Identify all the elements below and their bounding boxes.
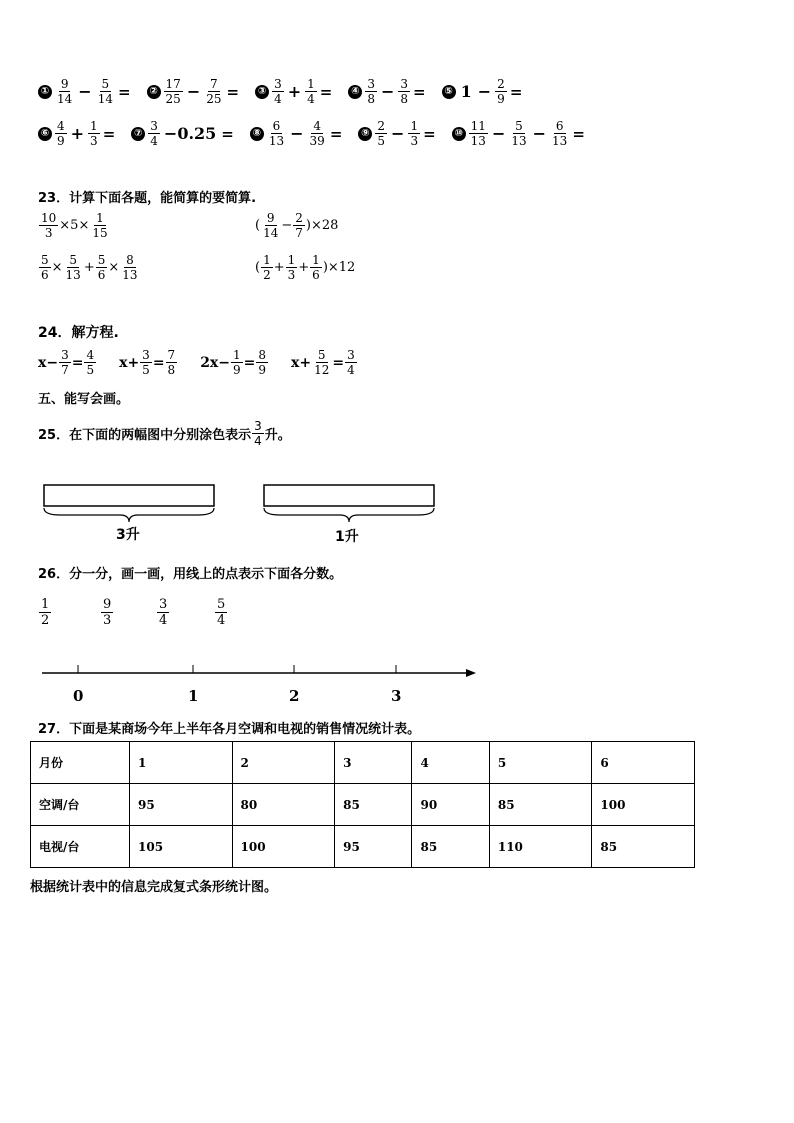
operator: + — [70, 124, 85, 143]
item-number-icon: ④ — [348, 85, 362, 99]
fraction — [59, 349, 71, 376]
fraction — [286, 254, 298, 281]
table-cell: 80 — [232, 784, 335, 826]
q23-title: 23．计算下面各题，能简算的要简算. — [38, 191, 257, 206]
table-cell: 100 — [232, 826, 335, 868]
fraction — [261, 212, 280, 239]
table-cell: 105 — [130, 826, 233, 868]
calc-item — [348, 78, 435, 105]
calc-item — [358, 120, 445, 147]
denominator: 8 — [367, 92, 375, 106]
fraction — [88, 120, 100, 147]
item-number-icon: ⑨ — [358, 127, 372, 141]
q24-equations — [38, 349, 380, 376]
table-cell: 85 — [489, 784, 592, 826]
q25-frac-den: 4 — [254, 434, 262, 448]
item-number-icon: ⑩ — [452, 127, 466, 141]
operator: × — [108, 260, 120, 275]
denominator: 9 — [258, 363, 267, 377]
operator: − — [532, 124, 547, 143]
table-cell: 85 — [335, 784, 412, 826]
numerator: 10 — [41, 211, 57, 225]
table-cell: 95 — [335, 826, 412, 868]
q26-fractions — [38, 598, 278, 642]
calc-item — [250, 120, 353, 147]
fraction — [469, 120, 488, 147]
denominator: 13 — [268, 134, 285, 148]
table-row — [31, 826, 695, 868]
numerator: 5 — [515, 119, 523, 133]
equation-text: = — [243, 354, 256, 371]
q23-expr-1 — [38, 212, 111, 239]
table-cell: 95 — [130, 784, 233, 826]
fraction — [261, 254, 273, 281]
fraction — [96, 254, 108, 281]
fraction — [267, 120, 286, 147]
denominator: 3 — [103, 613, 112, 628]
denominator: 13 — [511, 134, 527, 148]
operator: ( — [255, 218, 261, 233]
calc-item — [38, 120, 125, 147]
denominator: 6 — [97, 268, 106, 282]
operator: ( — [255, 260, 261, 275]
table-row — [31, 784, 695, 826]
denominator: 2 — [263, 268, 271, 282]
numerator: 1 — [410, 119, 419, 133]
q25-frac-num: 3 — [254, 419, 262, 433]
denominator: 13 — [122, 268, 138, 282]
numerator: 4 — [86, 348, 95, 362]
row-header-cell: 电视/台 — [31, 826, 130, 868]
numerator: 3 — [159, 597, 168, 612]
brace-2 — [264, 508, 434, 522]
denominator: 5 — [142, 363, 150, 377]
q26-fraction — [39, 598, 51, 627]
numerator: 5 — [97, 253, 106, 267]
numerator: 1 — [96, 211, 104, 225]
numerator: 5 — [41, 253, 49, 267]
fraction — [272, 78, 284, 105]
denominator: 6 — [41, 268, 49, 282]
denominator: 3 — [287, 268, 296, 282]
numerator: 3 — [142, 348, 150, 362]
equation-text: x+ — [291, 354, 312, 371]
table-cell: 85 — [592, 826, 695, 868]
equation-text: x+ — [119, 354, 140, 371]
q25-fraction — [252, 420, 264, 447]
numerator: 9 — [266, 211, 275, 225]
row-header-cell: 空调/台 — [31, 784, 130, 826]
fraction — [39, 212, 58, 239]
operator: )×28 — [305, 218, 339, 233]
fraction — [375, 120, 387, 147]
operator: − — [391, 124, 405, 143]
calc-row-2 — [38, 120, 601, 147]
denominator: 3 — [410, 134, 419, 148]
fraction — [305, 78, 317, 105]
operator: × — [51, 260, 63, 275]
tick-label-0: 0 — [73, 687, 84, 705]
fraction — [55, 78, 74, 105]
equation-text: x− — [38, 354, 59, 371]
fraction — [148, 120, 160, 147]
numerator: 5 — [217, 597, 226, 612]
equals-sign: = — [423, 124, 436, 143]
denominator: 9 — [233, 363, 241, 377]
number-line[interactable] — [0, 655, 794, 685]
item-number-icon: ⑦ — [131, 127, 145, 141]
denominator: 14 — [57, 92, 73, 106]
denominator: 4 — [274, 92, 282, 106]
operator: − — [281, 218, 293, 233]
numerator: 5 — [317, 348, 326, 362]
numerator: 3 — [367, 77, 375, 91]
fraction — [39, 254, 51, 281]
numerator: 1 — [307, 77, 315, 91]
denominator: 13 — [470, 134, 486, 148]
fraction — [96, 78, 115, 105]
numerator: 3 — [347, 348, 355, 362]
section-5-title: 五、能写会画。 — [38, 392, 130, 407]
denominator: 6 — [312, 268, 320, 282]
denominator: 14 — [263, 226, 279, 240]
operator: − — [477, 82, 492, 101]
denominator: 14 — [97, 92, 113, 106]
fraction — [231, 349, 243, 376]
tick-label-1: 1 — [188, 687, 199, 705]
table-cell: 2 — [232, 742, 335, 784]
table-cell: 6 — [592, 742, 695, 784]
operator: ×5× — [59, 218, 90, 233]
equation-text: = — [152, 354, 165, 371]
q26-fraction — [101, 598, 113, 627]
equals-sign: = — [319, 82, 333, 101]
table-cell: 1 — [130, 742, 233, 784]
table-cell: 5 — [489, 742, 592, 784]
fraction — [345, 349, 357, 376]
denominator: 8 — [400, 92, 409, 106]
numerator: 3 — [400, 77, 409, 91]
fraction — [509, 120, 528, 147]
denominator: 39 — [309, 134, 325, 148]
denominator: 12 — [314, 363, 330, 377]
numerator: 4 — [313, 119, 321, 133]
equals-sign: = — [572, 124, 585, 143]
operator: − — [381, 82, 395, 101]
tick-label-3: 3 — [391, 687, 402, 705]
numerator: 9 — [103, 597, 112, 612]
numerator: 6 — [272, 119, 281, 133]
denominator: 4 — [307, 92, 315, 106]
equals-sign: = — [221, 124, 234, 143]
numerator: 17 — [165, 77, 181, 91]
brace-1 — [44, 508, 214, 522]
q23-expr-3 — [38, 254, 141, 281]
numerator: 1 — [263, 253, 271, 267]
equals-sign: = — [413, 82, 426, 101]
numerator: 1 — [312, 253, 320, 267]
numerator: 1 — [90, 119, 98, 133]
calc-item — [131, 120, 244, 147]
item-number-icon: ① — [38, 85, 52, 99]
denominator: 5 — [86, 363, 95, 377]
bar-1-liter[interactable] — [264, 485, 434, 506]
calc-item — [147, 78, 250, 105]
fraction — [256, 349, 268, 376]
tick-label-2: 2 — [289, 687, 300, 705]
table-cell: 3 — [335, 742, 412, 784]
denominator: 7 — [295, 226, 303, 240]
table-cell: 85 — [412, 826, 489, 868]
operator: −0.25 — [163, 124, 217, 143]
operator: − — [290, 124, 304, 143]
numerator: 3 — [274, 77, 282, 91]
q26-title: 26．分一分，画一画，用线上的点表示下面各分数。 — [38, 567, 343, 582]
operator: + — [298, 260, 310, 275]
table-cell: 90 — [412, 784, 489, 826]
denominator: 13 — [65, 268, 81, 282]
operator: 1 — [460, 82, 472, 101]
operator: + — [83, 260, 95, 275]
equation-text: = — [332, 354, 345, 371]
number-line-arrow — [466, 669, 476, 677]
row-header-cell: 月份 — [31, 742, 130, 784]
operator: + — [273, 260, 285, 275]
denominator: 3 — [44, 226, 53, 240]
denominator: 3 — [90, 134, 98, 148]
numerator: 9 — [60, 77, 69, 91]
fraction — [310, 254, 322, 281]
q25-prefix: 25．在下面的两幅图中分别涂色表示 — [38, 428, 252, 443]
fraction — [140, 349, 152, 376]
q25-suffix: 升。 — [264, 428, 291, 443]
fraction — [398, 78, 410, 105]
numerator: 3 — [61, 348, 69, 362]
equals-sign: = — [509, 82, 523, 101]
numerator: 11 — [470, 119, 486, 133]
equation-text: 2x− — [200, 354, 231, 371]
numerator: 5 — [101, 77, 110, 91]
denominator: 9 — [57, 134, 65, 148]
equation — [200, 349, 269, 376]
numerator: 2 — [295, 211, 303, 225]
numerator: 5 — [69, 253, 77, 267]
calc-row-1 — [38, 78, 538, 105]
fraction — [550, 120, 569, 147]
label-3-liters: 3升 — [116, 527, 140, 543]
numerator: 6 — [555, 119, 564, 133]
denominator: 4 — [159, 613, 168, 628]
fraction — [312, 349, 331, 376]
numerator: 1 — [287, 253, 296, 267]
equals-sign: = — [117, 82, 131, 101]
numerator: 1 — [41, 597, 50, 612]
bar-3-liters[interactable] — [44, 485, 214, 506]
item-number-icon: ⑤ — [442, 85, 456, 99]
denominator: 13 — [552, 134, 568, 148]
equals-sign: = — [226, 82, 240, 101]
denominator: 15 — [92, 226, 108, 240]
calc-item — [38, 78, 141, 105]
fraction — [90, 212, 109, 239]
numerator: 8 — [126, 253, 134, 267]
fraction — [308, 120, 327, 147]
sales-table — [30, 741, 695, 868]
denominator: 7 — [61, 363, 69, 377]
denominator: 25 — [206, 92, 222, 106]
q23-expr-4 — [255, 254, 355, 281]
fraction — [365, 78, 377, 105]
calc-item — [255, 78, 342, 105]
numerator: 2 — [377, 119, 386, 133]
denominator: 4 — [347, 363, 355, 377]
denominator: 8 — [167, 363, 176, 377]
equation — [38, 349, 97, 376]
q27-title: 27．下面是某商场今年上半年各月空调和电视的销售情况统计表。 — [38, 722, 421, 737]
operator: − — [186, 82, 201, 101]
calc-item — [442, 78, 533, 105]
numerator: 2 — [497, 77, 505, 91]
numerator: 3 — [150, 119, 158, 133]
item-number-icon: ③ — [255, 85, 269, 99]
numerator: 7 — [167, 348, 176, 362]
table-cell: 110 — [489, 826, 592, 868]
q23-expr-2 — [255, 212, 338, 239]
item-number-icon: ② — [147, 85, 161, 99]
equals-sign: = — [102, 124, 116, 143]
denominator: 5 — [377, 134, 386, 148]
fraction — [495, 78, 507, 105]
table-cell: 100 — [592, 784, 695, 826]
numerator: 7 — [210, 77, 218, 91]
table-row — [31, 742, 695, 784]
denominator: 25 — [165, 92, 181, 106]
calc-item — [452, 120, 595, 147]
equation — [119, 349, 178, 376]
equation-text: = — [71, 354, 84, 371]
q24-title: 24．解方程. — [38, 325, 119, 341]
operator: + — [287, 82, 302, 101]
item-number-icon: ⑥ — [38, 127, 52, 141]
fraction — [204, 78, 223, 105]
denominator: 4 — [217, 613, 226, 628]
numerator: 1 — [233, 348, 241, 362]
fraction — [64, 254, 83, 281]
fraction — [408, 120, 420, 147]
item-number-icon: ⑧ — [250, 127, 264, 141]
fraction — [164, 78, 183, 105]
equation — [291, 349, 358, 376]
numerator: 4 — [57, 119, 65, 133]
q26-fraction — [215, 598, 227, 627]
table-cell: 4 — [412, 742, 489, 784]
denominator: 9 — [497, 92, 505, 106]
fraction — [166, 349, 178, 376]
numerator: 8 — [258, 348, 267, 362]
denominator: 4 — [150, 134, 158, 148]
fraction — [84, 349, 96, 376]
denominator: 2 — [41, 613, 50, 628]
operator: − — [491, 124, 506, 143]
fraction — [55, 120, 67, 147]
q26-fraction — [157, 598, 169, 627]
fraction — [120, 254, 139, 281]
q25-title — [38, 420, 291, 447]
equals-sign: = — [329, 124, 343, 143]
q27-footer: 根据统计表中的信息完成复式条形统计图。 — [30, 880, 278, 895]
fraction — [293, 212, 305, 239]
operator: − — [78, 82, 92, 101]
label-1-liter: 1升 — [335, 529, 359, 545]
operator: )×12 — [322, 260, 356, 275]
